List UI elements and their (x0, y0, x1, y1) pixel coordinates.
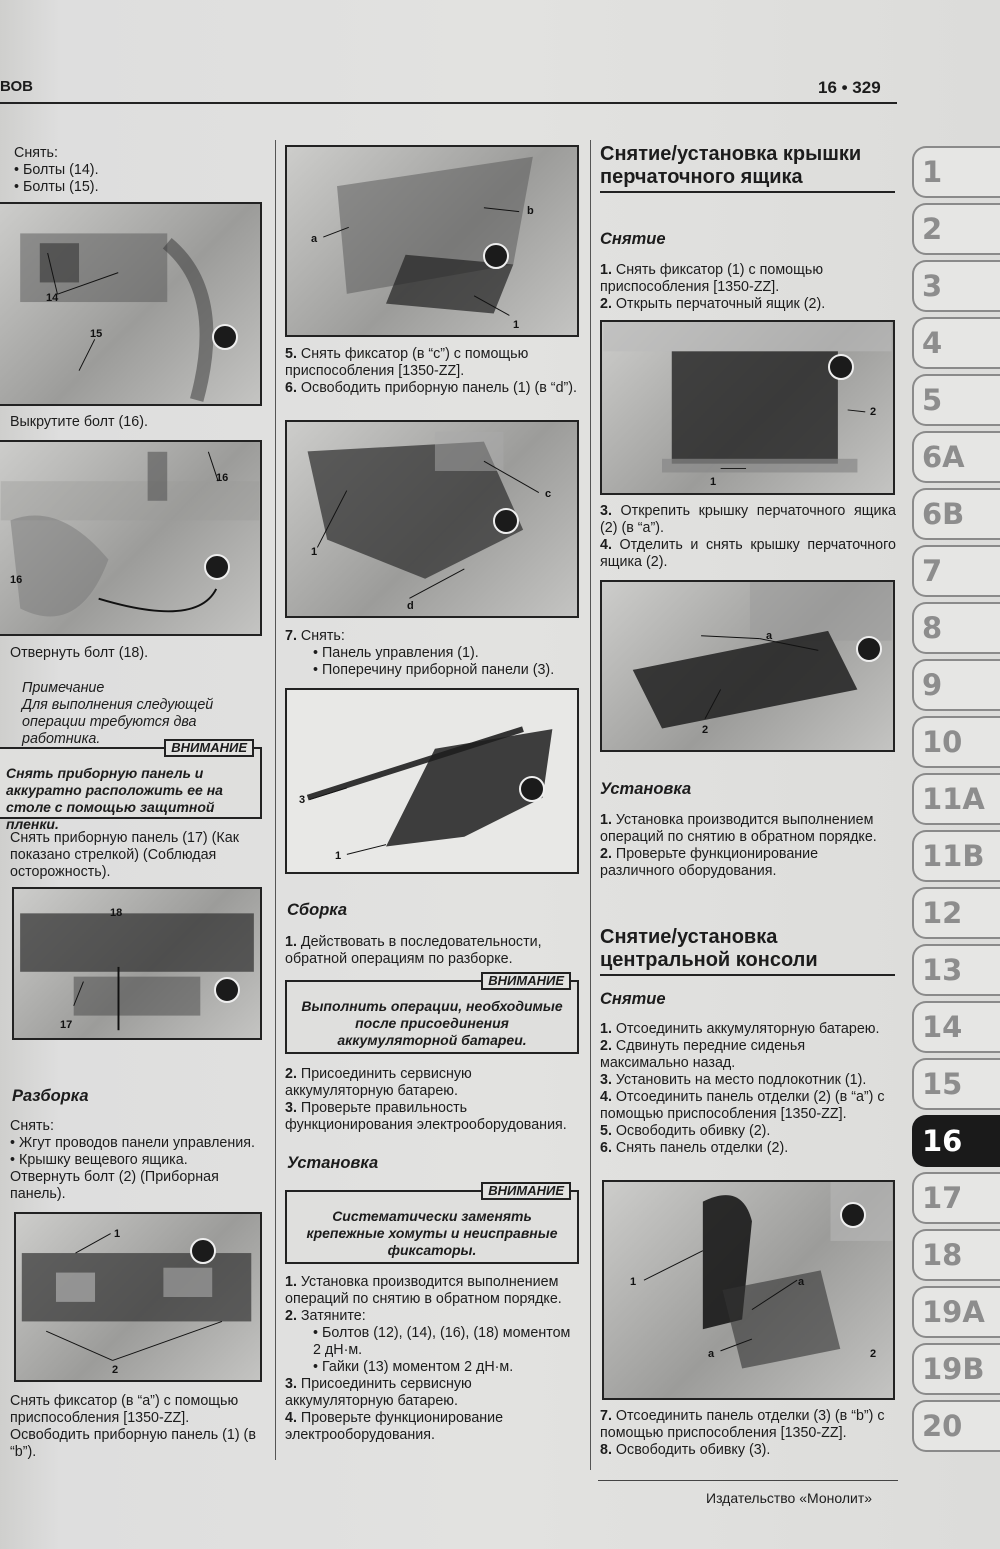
brand-logo-icon (828, 354, 854, 380)
brand-logo-icon (493, 508, 519, 534)
callout-a-lower: a (708, 1348, 715, 1360)
tab-12[interactable]: 12 (912, 887, 1000, 939)
left-intro: Снять: • Болты (14). • Болты (15). (14, 145, 99, 195)
warning-label: ВНИМАНИЕ (481, 1182, 571, 1200)
mid-step-7: 7. Снять: • Панель управления (1). • Поперечину приборной панели (3). (285, 628, 555, 678)
tab-11a[interactable]: 11A (912, 773, 1000, 825)
figure-release-d (285, 420, 579, 618)
tab-14[interactable]: 14 (912, 1001, 1000, 1053)
tab-3[interactable]: 3 (912, 260, 1000, 312)
figure-bolts-14-15 (0, 202, 262, 406)
tab-19b[interactable]: 19B (912, 1343, 1000, 1395)
warning-box-battery (285, 973, 579, 1054)
tab-18[interactable]: 18 (912, 1229, 1000, 1281)
figure-glovebox-lid (600, 580, 895, 752)
ustanovka-steps-mid: 1. Установка производится выполнением операций по снятию в обратном порядке. 2. Затяните: • Болтов (12), (14), (16), (18) моментом 2 дН·м. • Гайки (13) моментом 2 дН·м. 3. Присоединить сервисную аккумуляторную батарею. 4. Проверьте функционирование электрооборудования. (285, 1274, 571, 1443)
tab-6b[interactable]: 6B (912, 488, 1000, 540)
brand-logo-icon (856, 636, 882, 662)
tab-5[interactable]: 5 (912, 374, 1000, 426)
callout-1: 1 (311, 546, 318, 558)
heading-snyatie-2: Снятие (600, 990, 666, 1008)
heading-sborka: Сборка (287, 901, 348, 919)
callout-2: 2 (112, 1364, 119, 1376)
warning-box-left (0, 740, 262, 832)
tab-20[interactable]: 20 (912, 1400, 1000, 1452)
running-header-left: ВОВ (0, 78, 33, 95)
tab-7[interactable]: 7 (912, 545, 1000, 597)
step-panel17: Снять приборную панель (17) (Как показано стрелкой) (Соблюдая осторожность). (10, 830, 239, 880)
callout-c: c (545, 488, 552, 500)
sborka-step-1: 1. Действовать в последовательности, обратной операциям по разборке. (285, 934, 542, 967)
glovebox-install-steps: 1. Установка производится выполнением операций по снятию в обратном порядке. 2. Проверьте функционирование различного оборудования. (600, 812, 877, 879)
callout-14: 14 (46, 292, 59, 304)
left-final-steps: Снять фиксатор (в “а”) с помощью приспособления [1350-ZZ]. Освободить приборную панель (1) (в “b”). (10, 1393, 256, 1460)
glovebox-steps-3-4: 3. Открепить крышку перчаточного ящика (2) (в “а”). 4. Отделить и снять крышку перчаточного ящика (2). (600, 503, 896, 570)
publisher-footer: Издательство «Монолит» (706, 1490, 873, 1506)
figure-panel-17 (12, 887, 262, 1040)
callout-1: 1 (114, 1228, 121, 1240)
warning-box-fasteners (285, 1183, 579, 1264)
tab-2[interactable]: 2 (912, 203, 1000, 255)
heading-ustanovka-mid: Установка (287, 1154, 379, 1172)
console-steps-1-6: 1. Отсоединить аккумуляторную батарею. 2. Сдвинуть передние сиденья максимально назад. 3. Установить на место подлокотник (1). 4. Отсоединить панель отделки (2) (в “а”) с помощью приспособления [1350-ZZ]. 5. Освободить обивку (2). 6. Снять панель отделки (2). (600, 1021, 885, 1156)
console-steps-7-8: 7. Отсоединить панель отделки (3) (в “b”) с помощью приспособления [1350-ZZ]. 8. Освободить обивку (3). (600, 1408, 885, 1458)
tab-19a[interactable]: 19A (912, 1286, 1000, 1338)
figure-fixator-c (285, 145, 579, 337)
footer-rule (598, 1480, 898, 1481)
note-text: Для выполнения следующей операции требуются два работника. (22, 697, 214, 747)
figure-bolt-16 (0, 440, 262, 636)
tab-17[interactable]: 17 (912, 1172, 1000, 1224)
column-divider (590, 140, 591, 1470)
callout-1: 1 (630, 1276, 637, 1288)
heading-ustanovka-right: Установка (600, 780, 692, 798)
step-bolt16: Выкрутите болт (16). (10, 414, 148, 430)
title-console: Снятие/установка центральной консоли (600, 926, 895, 976)
figure-glovebox-open (600, 320, 895, 495)
tab-16-active[interactable]: 16 (912, 1115, 1000, 1167)
note-title: Примечание (22, 680, 105, 696)
tab-9[interactable]: 9 (912, 659, 1000, 711)
warning-text: Систематически заменять крепежные хомуты и неисправные фиксаторы. (306, 1208, 558, 1258)
mid-steps-5-6: 5. Снять фиксатор (в “с”) с помощью приспособления [1350-ZZ]. 6. Освободить приборную панель (1) (в “d”). (285, 346, 578, 396)
callout-1: 1 (513, 319, 520, 331)
callout-16-bottom: 16 (10, 574, 23, 586)
brand-logo-icon (204, 554, 230, 580)
warning-text: Снять приборную панель и аккуратно расположить ее на столе с помощью защитной пленки. (6, 765, 223, 832)
glovebox-steps-1-2: 1. Снять фиксатор (1) с помощью приспособления [1350-ZZ]. 2. Открыть перчаточный ящик (2). (600, 262, 826, 312)
figure-console (602, 1180, 895, 1400)
figure-bolt-2 (14, 1212, 262, 1382)
callout-1: 1 (335, 850, 342, 862)
razborka-list: Снять: • Жгут проводов панели управления. • Крышку вещевого ящика. Отвернуть болт (2) (Приборная панель). (10, 1118, 255, 1202)
tab-4[interactable]: 4 (912, 317, 1000, 369)
callout-a-upper: a (798, 1276, 805, 1288)
tab-1[interactable]: 1 (912, 146, 1000, 198)
column-divider (275, 140, 276, 1460)
callout-18: 18 (110, 907, 123, 919)
section-tabs (912, 146, 1000, 1457)
brand-logo-icon (483, 243, 509, 269)
heading-razborka: Разборка (12, 1087, 89, 1105)
brand-logo-icon (519, 776, 545, 802)
warning-label: ВНИМАНИЕ (164, 739, 254, 757)
tab-11b[interactable]: 11B (912, 830, 1000, 882)
callout-17: 17 (60, 1019, 73, 1031)
brand-logo-icon (214, 977, 240, 1003)
heading-snyatie-1: Снятие (600, 230, 666, 248)
warning-text: Выполнить операции, необходимые после присоединения аккумуляторной батареи. (301, 998, 563, 1048)
callout-16-top: 16 (216, 472, 229, 484)
callout-3: 3 (299, 794, 306, 806)
warning-label: ВНИМАНИЕ (481, 972, 571, 990)
figure-crossbar (285, 688, 579, 874)
tab-8[interactable]: 8 (912, 602, 1000, 654)
callout-a: a (766, 630, 773, 642)
note-block (22, 680, 262, 748)
callout-2: 2 (870, 406, 877, 418)
brand-logo-icon (190, 1238, 216, 1264)
callout-b: b (527, 205, 534, 217)
title-glovebox: Снятие/установка крышки перчаточного ящика (600, 143, 895, 193)
callout-a: a (311, 233, 318, 245)
header-rule (0, 102, 897, 104)
brand-logo-icon (212, 324, 238, 350)
tab-10[interactable]: 10 (912, 716, 1000, 768)
callout-2: 2 (870, 1348, 877, 1360)
brand-logo-icon (840, 1202, 866, 1228)
step-bolt18: Отвернуть болт (18). (10, 645, 149, 661)
tab-6a[interactable]: 6A (912, 431, 1000, 483)
page-number: 16 • 329 (818, 78, 881, 97)
tab-13[interactable]: 13 (912, 944, 1000, 996)
callout-d: d (407, 600, 414, 612)
callout-2: 2 (702, 724, 709, 736)
sborka-steps-2-3: 2. Присоединить сервисную аккумуляторную батарею. 3. Проверьте правильность функционирования электрооборудования. (285, 1066, 567, 1133)
tab-15[interactable]: 15 (912, 1058, 1000, 1110)
callout-15: 15 (90, 328, 103, 340)
callout-1: 1 (710, 476, 717, 488)
